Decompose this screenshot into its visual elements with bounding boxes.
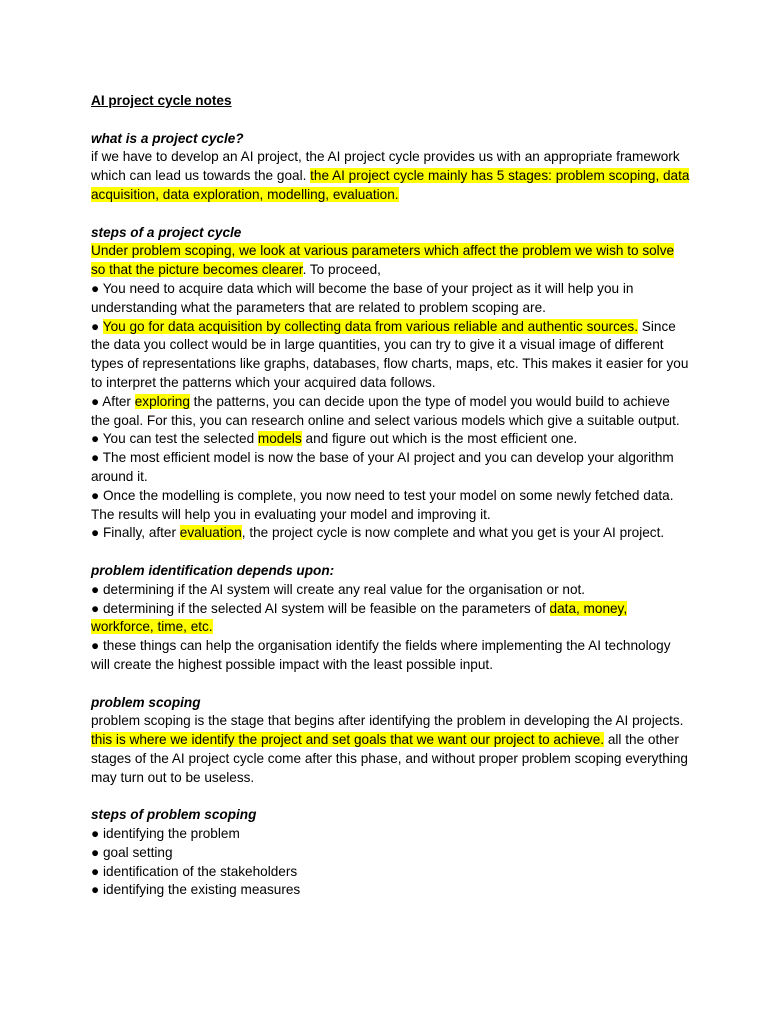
highlight-set-goals: this is where we identify the project and set goals that we want our project to achieve. bbox=[91, 732, 605, 748]
highlight-data-acquisition: You go for data acquisition by collecting data from various reliable and authentic sources. bbox=[102, 318, 639, 334]
paragraph-steps-intro: Under problem scoping, we look at various parameters which affect the problem we wish to solve so that the picture becomes clearer. To proceed, bbox=[91, 243, 675, 278]
document-title: AI project cycle notes bbox=[91, 93, 232, 108]
section-heading-steps: steps of a project cycle bbox=[91, 224, 242, 240]
list-item: ● identifying the existing measures bbox=[91, 882, 301, 898]
highlight-problem-scoping: Under problem scoping, we look at various parameters which affect the problem we wish to solve so that the picture becomes clearer bbox=[91, 243, 675, 278]
paragraph-problem-scoping: problem scoping is the stage that begins after identifying the problem in developing the AI projects. this is where we identify the project and set goals that we want our project to achieve. all the other stages of the AI project cycle come after this phase, and without proper problem scoping everything may turn out to be useless. bbox=[91, 713, 688, 785]
bullet-exploring: ● After exploring the patterns, you can decide upon the type of model you would build to achieve the goal. For this, you can research online and select various models which give a suitable output. bbox=[91, 393, 680, 428]
list-item: ● identifying the problem bbox=[91, 826, 240, 842]
highlight-models: models bbox=[257, 431, 302, 447]
section-heading-steps-problem-scoping: steps of problem scoping bbox=[91, 807, 257, 823]
highlight-exploring: exploring bbox=[134, 393, 190, 409]
bullet-real-value: ● determining if the AI system will create any real value for the organisation or not. bbox=[91, 581, 586, 597]
section-heading-problem-scoping: problem scoping bbox=[91, 694, 201, 710]
paragraph-project-cycle: if we have to develop an AI project, the AI project cycle provides us with an appropriate framework which can lead us towards the goal. the AI project cycle mainly has 5 stages: problem scoping, data acquisition, data exploration, modelling, evaluation. bbox=[91, 149, 690, 202]
bullet-modelling-complete: ● Once the modelling is complete, you now need to test your model on some newly fetched data. The results will help you in evaluating your model and improving it. bbox=[91, 487, 674, 522]
highlight-evaluation: evaluation bbox=[179, 525, 242, 541]
bullet-acquire-data: ● You need to acquire data which will become the base of your project as it will help you in understanding what the parameters that are related to problem scoping are. bbox=[91, 280, 634, 315]
bullet-feasible: ● determining if the selected AI system will be feasible on the parameters of data, money, workforce, time, etc. bbox=[91, 600, 628, 635]
highlight-parameters: data, money, workforce, time, etc. bbox=[91, 600, 628, 635]
bullet-impact: ● these things can help the organisation identify the fields where implementing the AI technology will create the highest possible impact with the least possible input. bbox=[91, 638, 671, 672]
bullet-efficient-model: ● The most efficient model is now the base of your AI project and you can develop your algorithm around it. bbox=[91, 450, 674, 484]
section-heading-problem-identification: problem identification depends upon: bbox=[91, 562, 335, 578]
list-item: ● identification of the stakeholders bbox=[91, 863, 298, 879]
document-content bbox=[91, 92, 691, 900]
bullet-models: ● You can test the selected models and figure out which is the most efficient one. bbox=[91, 431, 578, 447]
highlight-five-stages: the AI project cycle mainly has 5 stages: problem scoping, data acquisition, data exploration, modelling, evaluation. bbox=[91, 168, 690, 202]
list-item: ● goal setting bbox=[91, 844, 173, 860]
section-heading-project-cycle: what is a project cycle? bbox=[91, 130, 244, 146]
bullet-evaluation: ● Finally, after evaluation, the project cycle is now complete and what you get is your AI project. bbox=[91, 525, 665, 541]
bullet-data-acquisition: ● You go for data acquisition by collecting data from various reliable and authentic sources. Since the data you collect would be in large quantities, you can try to give it a visual image of different types of representations like graphs, databases, flow charts, maps, etc. This makes it easier for you to interpret the patterns which your acquired data follows. bbox=[91, 318, 689, 390]
